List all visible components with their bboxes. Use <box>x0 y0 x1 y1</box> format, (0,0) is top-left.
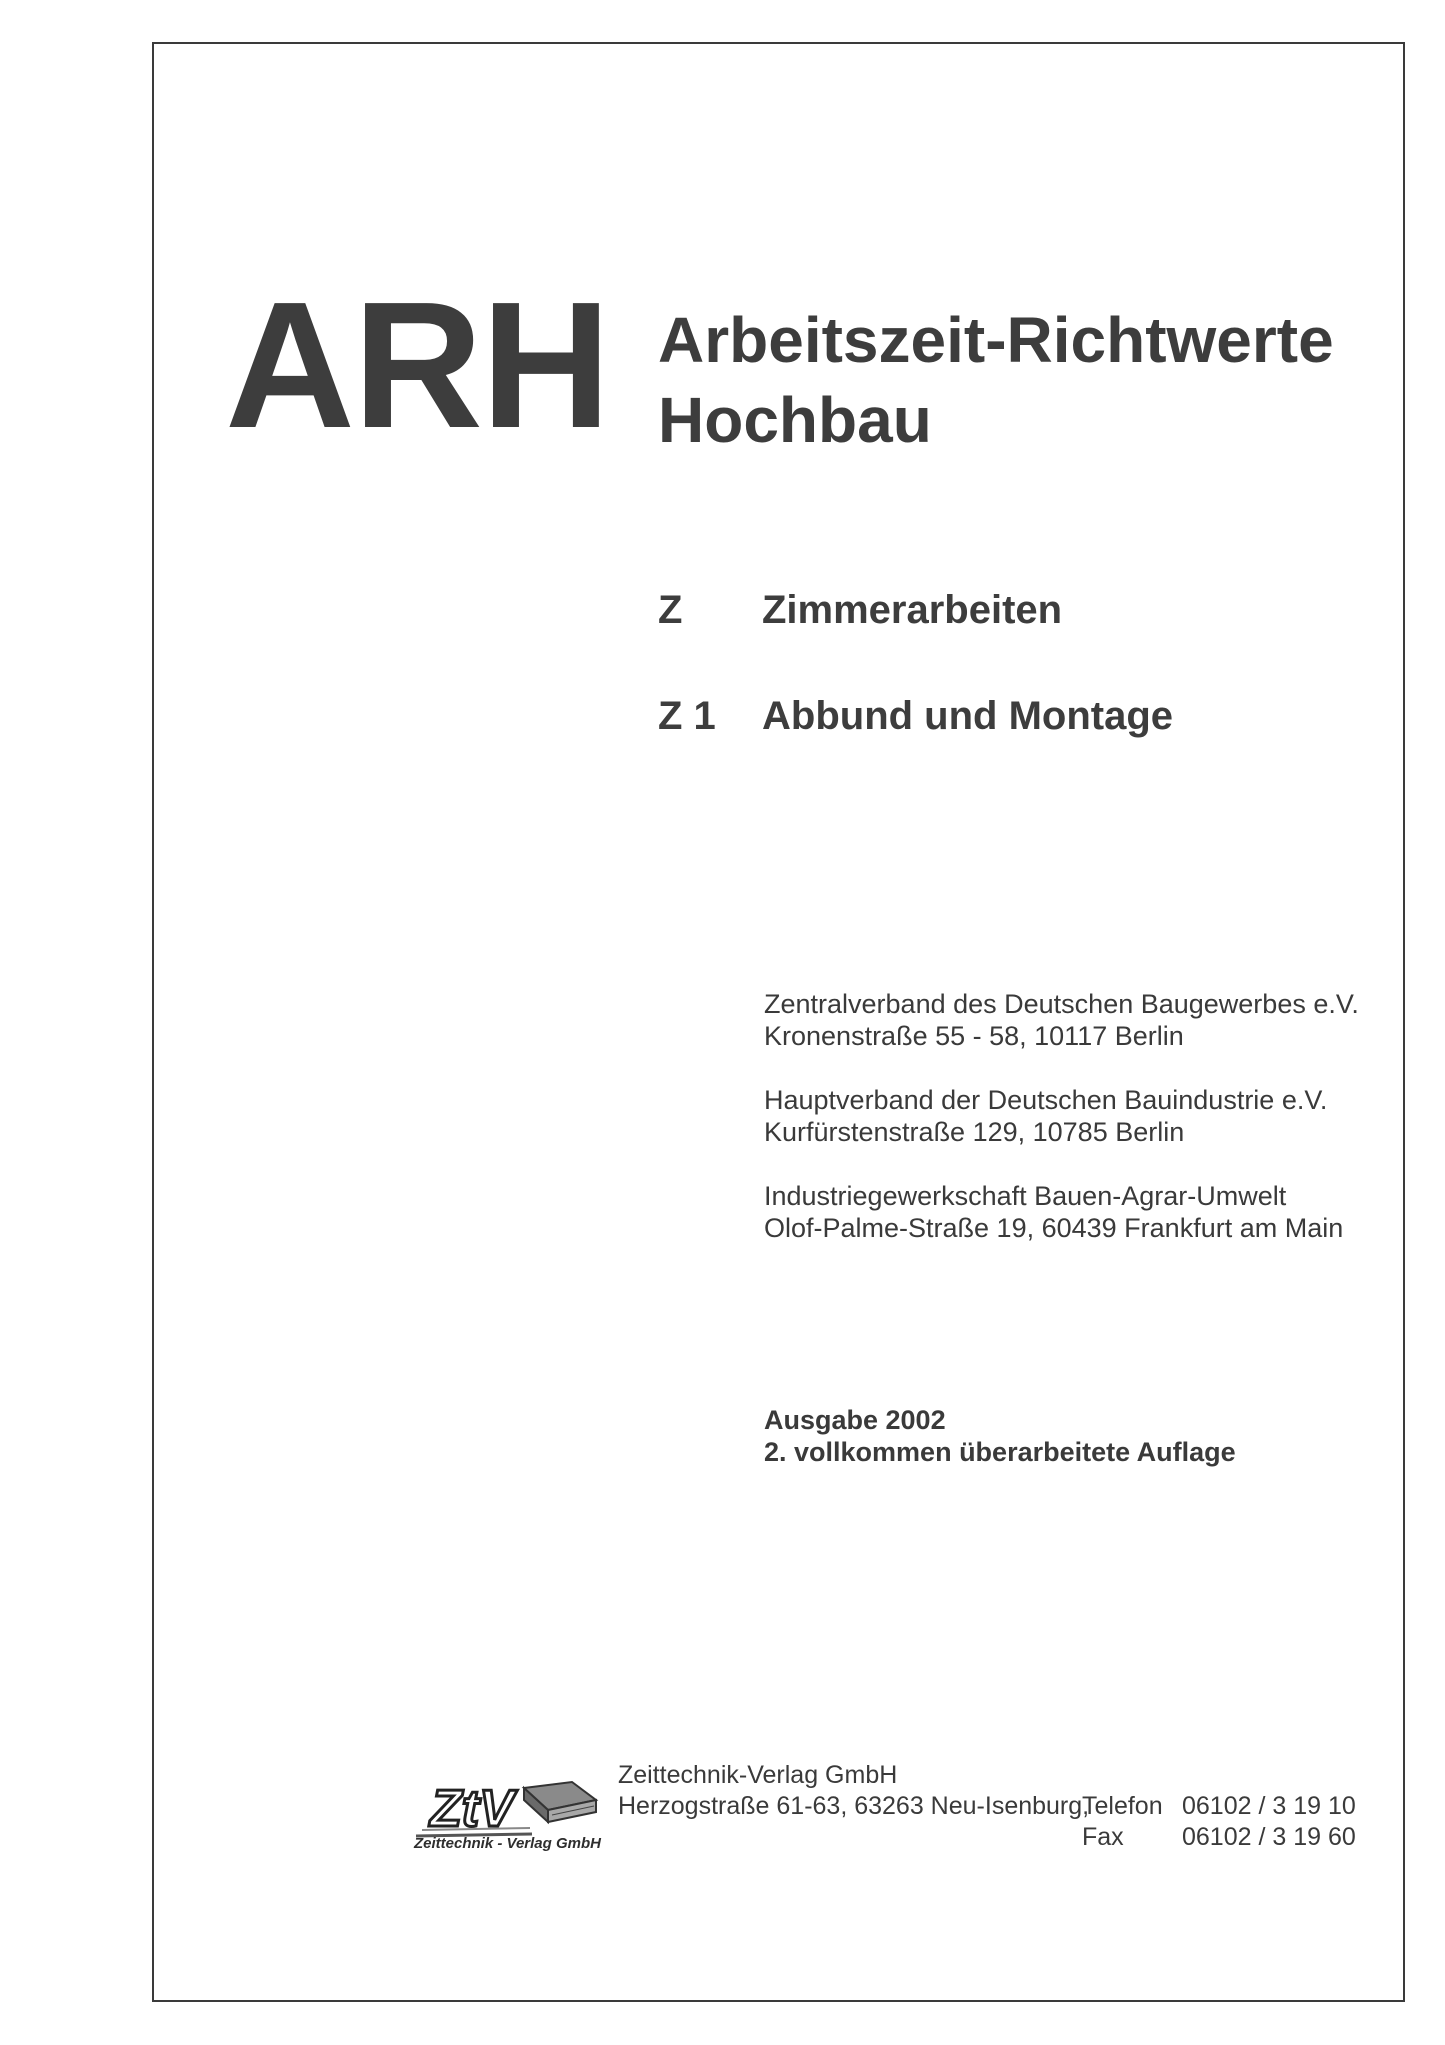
organization-item <box>764 1180 1359 1244</box>
logo-caption: Zeittechnik - Verlag GmbH <box>414 1835 601 1852</box>
abbreviation: ARH <box>225 265 609 466</box>
subsection-heading <box>658 694 1173 739</box>
organization-list <box>764 988 1359 1276</box>
publisher-name: Zeittechnik-Verlag GmbH <box>618 1761 898 1789</box>
edition-note: 2. vollkommen überarbeitete Auflage <box>764 1437 1236 1467</box>
fax-number: 06102 / 3 19 60 <box>1182 1823 1356 1851</box>
phone-number: 06102 / 3 19 10 <box>1182 1792 1356 1820</box>
organization-item <box>764 1084 1359 1148</box>
logo-letters: ZtV <box>430 1780 514 1838</box>
organization-address: Olof-Palme-Straße 19, 60439 Frankfurt am Main <box>764 1213 1344 1243</box>
section-code: Z <box>658 588 683 632</box>
organization-address: Kurfürstenstraße 129, 10785 Berlin <box>764 1117 1185 1147</box>
fax-label: Fax <box>1082 1823 1124 1851</box>
section-label: Zimmerarbeiten <box>762 588 1063 632</box>
title-line-1: Arbeitszeit-Richtwerte <box>658 304 1334 376</box>
organization-address: Kronenstraße 55 - 58, 10117 Berlin <box>764 1021 1184 1051</box>
subsection-code: Z 1 <box>658 694 716 738</box>
edition-year: Ausgabe 2002 <box>764 1405 946 1435</box>
organization-name: Hauptverband der Deutschen Bauindustrie e.V. <box>764 1085 1328 1115</box>
publisher-address: Herzogstraße 61-63, 63263 Neu-Isenburg, <box>618 1792 1090 1820</box>
edition-info <box>764 1404 1236 1468</box>
page-title <box>658 300 1334 460</box>
section-heading <box>658 588 1062 633</box>
organization-item <box>764 988 1359 1052</box>
phone-label: Telefon <box>1082 1792 1163 1820</box>
organization-name: Zentralverband des Deutschen Baugewerbes e.V. <box>764 989 1359 1019</box>
title-line-2: Hochbau <box>658 384 932 456</box>
organization-name: Industriegewerkschaft Bauen-Agrar-Umwelt <box>764 1181 1287 1211</box>
subsection-label: Abbund und Montage <box>762 694 1174 738</box>
